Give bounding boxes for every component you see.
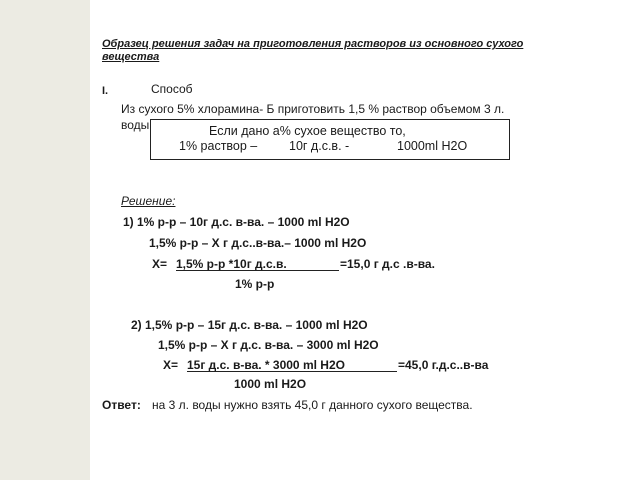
answer-label: Ответ:	[102, 398, 141, 412]
step1-x-result: =15,0 г д.с .в-ва.	[340, 257, 435, 271]
rule-line-2a: 1% раствор –	[179, 139, 258, 153]
rule-box	[150, 119, 510, 160]
left-margin-stripe	[0, 0, 90, 480]
step1-x-prefix: Х=	[152, 257, 168, 271]
solution-label: Решение:	[121, 194, 176, 208]
problem-line-2: воды	[121, 118, 150, 132]
step2-x-prefix: Х=	[163, 358, 179, 372]
section-number: I.	[102, 85, 109, 97]
section-label: Способ	[151, 82, 193, 96]
problem-line-1: Из сухого 5% хлорамина- Б приготовить 1,5 % раствор объемом 3 л.	[121, 102, 505, 116]
step2-x-result: =45,0 г.д.с..в-ва	[398, 358, 489, 372]
step2-fraction-line	[187, 371, 397, 372]
rule-line-2c: 1000ml H2O	[397, 139, 468, 153]
step1-x-numerator: 1,5% р-р *10г д.с.в.	[176, 257, 287, 271]
step1-line-2: 1,5% р-р – Х г д.с..в-ва.– 1000 ml H2O	[149, 236, 367, 250]
step2-line-1: 2) 1,5% р-р – 15г д.с. в-ва. – 1000 ml H2O	[131, 318, 368, 332]
rule-line-1: Если дано а% сухое вещество то,	[209, 124, 406, 138]
title-line-1: Образец решения задач на приготовления растворов из основного сухого	[102, 38, 524, 50]
step2-x-numerator: 15г д.с. в-ва. * 3000 ml H2O	[187, 358, 345, 372]
step2-denominator: 1000 ml H2O	[234, 377, 307, 391]
step1-line-1: 1) 1% р-р – 10г д.с. в-ва. – 1000 ml H2O	[123, 215, 350, 229]
step1-fraction-line	[176, 270, 339, 271]
step2-line-2: 1,5% р-р – Х г д.с. в-ва. – 3000 ml H2O	[158, 338, 379, 352]
step1-denominator: 1% р-р	[235, 277, 275, 291]
answer-text: на 3 л. воды нужно взять 45,0 г данного сухого вещества.	[152, 398, 473, 412]
title-line-2: вещества	[102, 51, 160, 63]
rule-line-2b: 10г д.с.в. -	[289, 139, 350, 153]
